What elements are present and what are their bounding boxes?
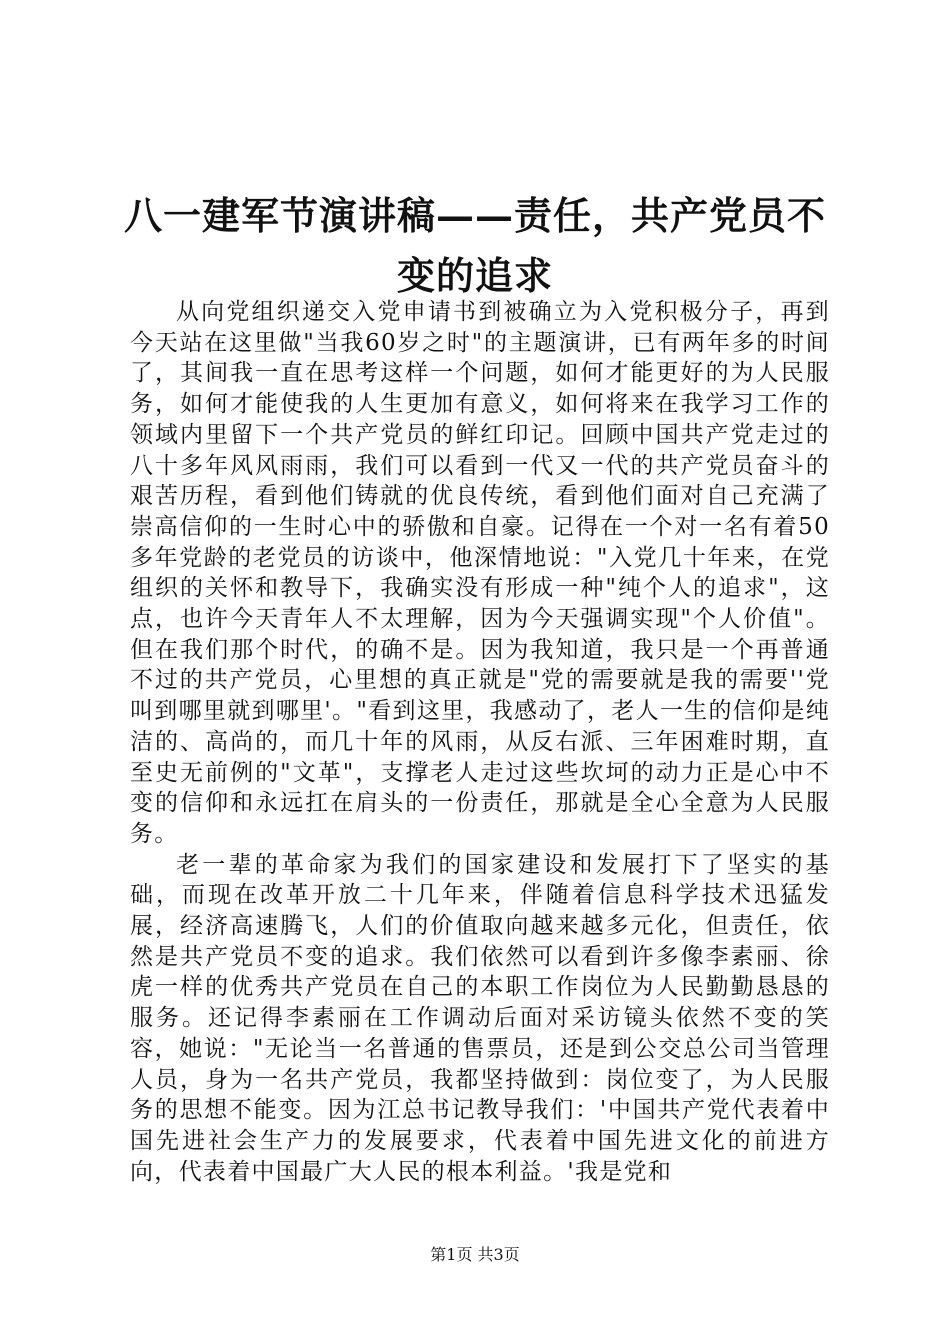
paragraph-2: 老一辈的革命家为我们的国家建设和发展打下了坚实的基础，而现在改革开放二十几年来，伴随着信息科学技术迅猛发展，经济高速腾飞，人们的价值取向越来越多元化，但责任，依然是共产党员不变的追求。我们依然可以看到许多像李素丽、徐虎一样的优秀共产党员在自己的本职工作岗位为人民勤勤恳恳的服务。还记得李素丽在工作调动后面对采访镜头依然不变的笑容，她说："无论当一名普通的售票员，还是到公交总公司当管理人员，身为一名共产党员，我都坚持做到：岗位变了，为人民服务的思想不能变。因为江总书记教导我们：'中国共产党代表着中国先进社会生产力的发展要求，代表着中国先进文化的前进方向，代表着中国最广大人民的根本利益。'我是党和 <box>130 851 830 1185</box>
paragraph-1: 从向党组织递交入党申请书到被确立为入党积极分子，再到今天站在这里做"当我60岁之时"的主题演讲，已有两年多的时间了，其间我一直在思考这样一个问题，如何才能更好的为人民服务，如何才能使我的人生更加有意义，如何将来在我学习工作的领域内里留下一个共产党员的鲜红印记。回顾中国共产党走过的八十多年风风雨雨，我们可以看到一代又一代的共产党员奋斗的艰苦历程，看到他们铸就的优良传统，看到他们面对自己充满了崇高信仰的一生时心中的骄傲和自豪。记得在一个对一名有着50多年党龄的老党员的访谈中，他深情地说："入党几十年来，在党组织的关怀和教导下，我确实没有形成一种"纯个人的追求"，这点，也许今天青年人不太理解，因为今天强调实现"个人价值"。但在我们那个时代，的确不是。因为我知道，我只是一个再普通不过的共产党员，心里想的真正就是"党的需要就是我的需要''党叫到哪里就到哪里'。"看到这里，我感动了，老人一生的信仰是纯洁的、高尚的，而几十年的风雨，从反右派、三年困难时期，直至史无前例的"文革"，支撑老人走过这些坎坷的动力正是心中不变的信仰和永远扛在肩头的一份责任，那就是全心全意为人民服务。 <box>130 299 830 847</box>
document-title: 八一建军节演讲稿——责任，共产党员不变的追求 <box>123 193 826 298</box>
document-body <box>130 297 830 1187</box>
page-footer: 第1页 共3页 <box>430 1245 520 1264</box>
